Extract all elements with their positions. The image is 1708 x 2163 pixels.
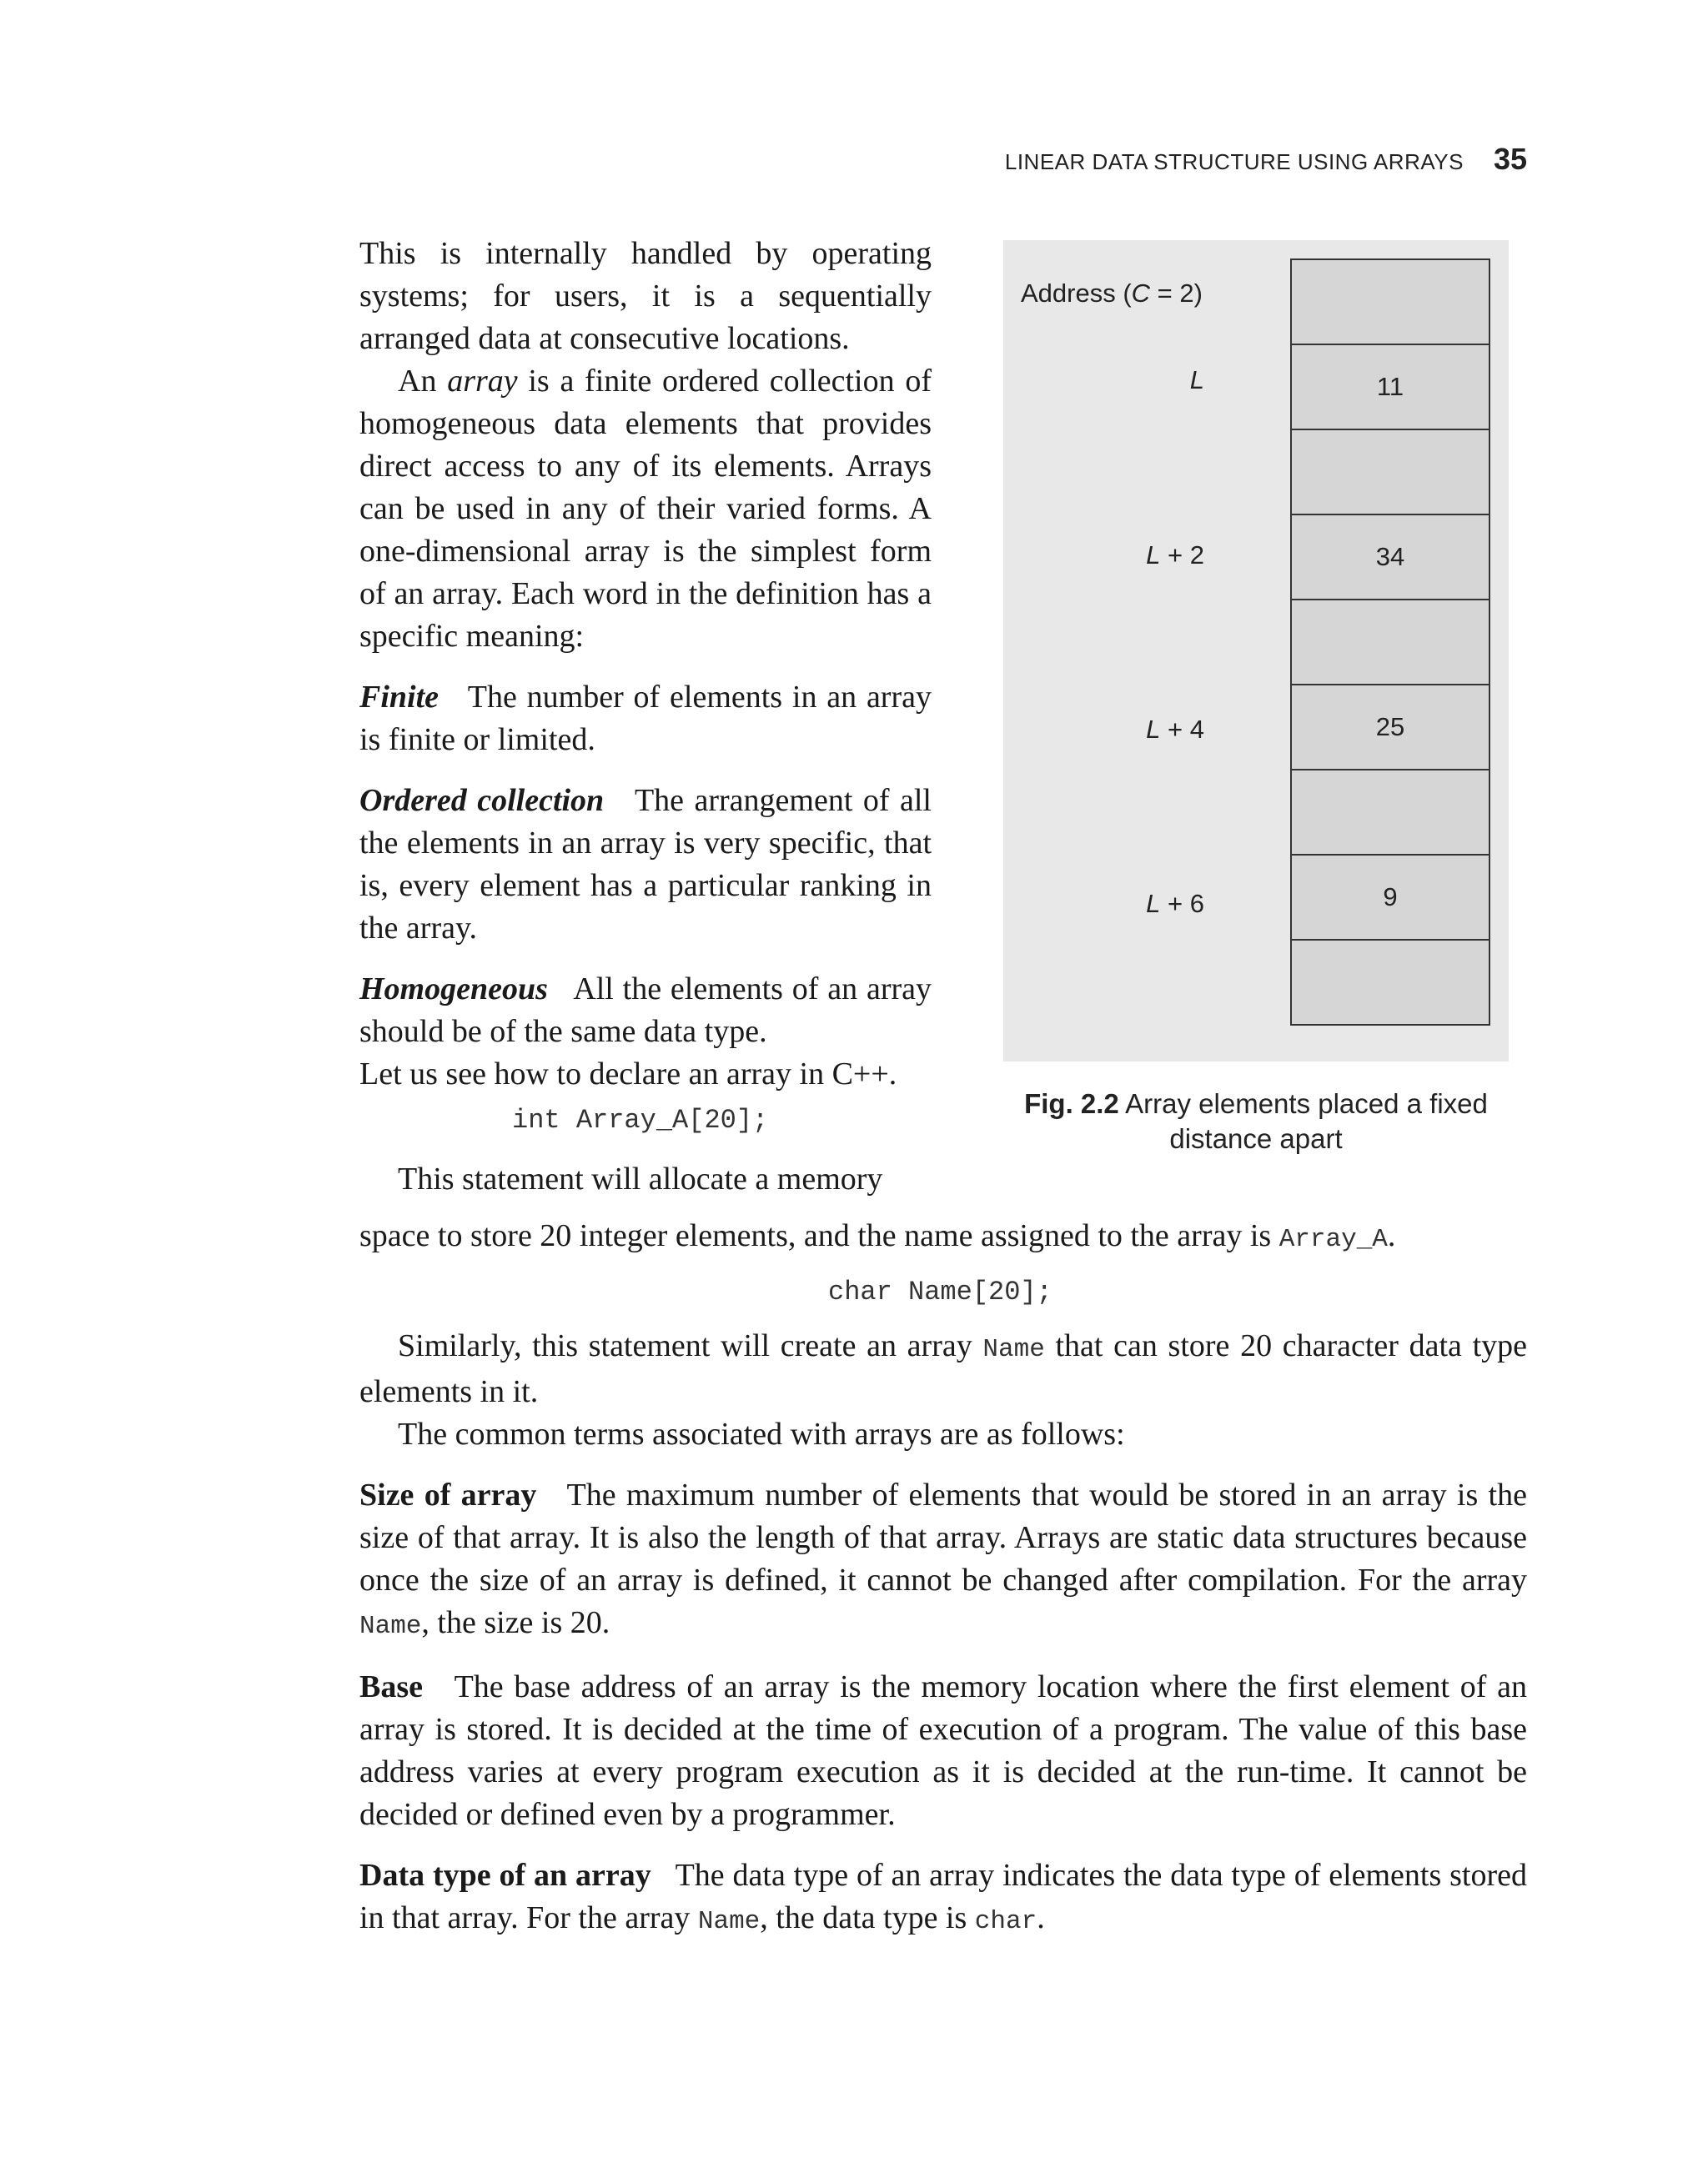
address-label-c: C [1131,279,1151,308]
term-data-type-label: Data type of an array [359,1858,651,1893]
row-label-l4-base: L [1146,715,1161,744]
statement-rest [359,1215,1527,1261]
caption-number: Fig. 2.2 [1024,1088,1119,1119]
row-label-l-plus-6 [1146,889,1204,919]
running-head [1005,142,1527,177]
memory-cell: 34 [1290,514,1490,600]
address-label-post: = 2) [1150,279,1203,308]
term-finite-label: Finite [359,680,440,715]
memory-cell [1290,258,1490,345]
similarly-pre: Similarly, this statement will create an array [398,1328,983,1363]
term-size-code: Name [359,1612,422,1641]
row-label-l-plus-4 [1146,715,1204,745]
figure-caption [1003,1087,1509,1157]
term-size-text-post: , the size is 20. [421,1605,610,1640]
row-label-l [1190,365,1204,395]
term-ordered-label: Ordered collection [359,783,605,818]
address-label-pre: Address ( [1021,279,1132,308]
term-finite [359,676,932,761]
figure-array-memory [1003,240,1509,1061]
row-label-l-base: L [1189,365,1204,394]
left-column [359,233,932,1201]
paragraph-common-terms: The common terms associated with arrays are as follows: [398,1417,1125,1452]
statement-rest-pre: space to store 20 integer elements, and the name assigned to the array is [359,1218,1279,1253]
memory-cell: 11 [1290,344,1490,430]
page-number: 35 [1493,142,1527,176]
term-data-type-mid: , the data type is [760,1900,975,1935]
term-homogeneous-text: All the elements of an array should be of the same data type. [359,971,932,1049]
declare-intro: Let us see how to declare an array in C++. [359,1056,897,1092]
term-data-type-code2: char [974,1907,1037,1936]
array-def-post: is a finite ordered collection of homogeneous data elements that provides direct access to any of its elements. Arrays can be used in any of their varied forms. A one-dimensional array is the simplest form of an array. Each word in the definition has a specific meaning: [359,364,932,654]
term-size-text-pre: The maximum number of elements that would be stored in an array is the size of that array. It is also the length of that array. Arrays are static data structures because once the size of an array is defined, it cannot be changed after compilation. For the array [359,1478,1527,1598]
term-size-of-array [359,1474,1527,1648]
term-homogeneous-label: Homogeneous [359,971,548,1006]
term-data-type-pre: The data type of an array indicates the data type of elements stored in that array. For the array [359,1858,1527,1935]
paragraph-intro [359,233,932,360]
caption-text-line2: distance apart [1169,1123,1343,1154]
term-homogeneous [359,968,932,1053]
full-width-text [359,1215,1527,1943]
row-label-l6-base: L [1146,889,1161,918]
caption-text: Array elements placed a fixed [1125,1088,1488,1119]
row-label-l4-offset: + 4 [1160,715,1204,744]
array-def-pre: An [398,364,448,399]
memory-cell [1290,599,1490,685]
memory-cell [1290,429,1490,515]
term-ordered-text: The arrangement of all the elements in an array is very specific, that is, every element has a particular ranking in the array. [359,783,932,946]
similarly-post: that can store 20 character data type elements in it. [359,1328,1527,1409]
term-finite-text: The number of elements in an array is finite or limited. [359,680,932,757]
memory-cell [1290,769,1490,856]
term-size-label: Size of array [359,1478,537,1513]
running-head-title: LINEAR DATA STRUCTURE USING ARRAYS [1004,149,1464,174]
similarly-code: Name [982,1335,1045,1364]
row-label-l2-offset: + 2 [1160,540,1204,570]
term-base-label: Base [359,1669,423,1704]
array-def-em: array [447,364,518,399]
term-base-text: The base address of an array is the memory location where the first element of an array is stored. It is decided at the time of execution of a program. The value of this base address varies at every program execution as it is decided at the run-time. It cannot be decided or defined even by a programmer. [359,1669,1527,1832]
paragraph-similarly [359,1325,1527,1413]
code-char-name: char Name[20]; [828,1277,1052,1307]
term-data-type-code1: Name [697,1907,761,1936]
row-label-l2-base: L [1146,540,1161,570]
paragraph-intro-text: This is internally handled by operating systems; for users, it is a sequentially arranged data at consecutive locations. [359,236,932,356]
term-data-type-post: . [1037,1900,1045,1935]
address-label [1021,279,1203,309]
row-label-l-plus-2 [1146,540,1204,570]
paragraph-array-definition [359,360,932,658]
statement-rest-code: Array_A [1278,1225,1388,1254]
memory-cell: 9 [1290,854,1490,941]
memory-cell [1290,939,1490,1026]
statement-intro: This statement will allocate a memory [398,1162,883,1197]
term-base [359,1666,1527,1836]
row-label-l6-offset: + 6 [1160,889,1204,918]
memory-cell: 25 [1290,684,1490,770]
code-int-array: int Array_A[20]; [512,1105,769,1136]
statement-rest-post: . [1387,1218,1396,1253]
term-ordered [359,780,932,950]
term-data-type [359,1854,1527,1943]
